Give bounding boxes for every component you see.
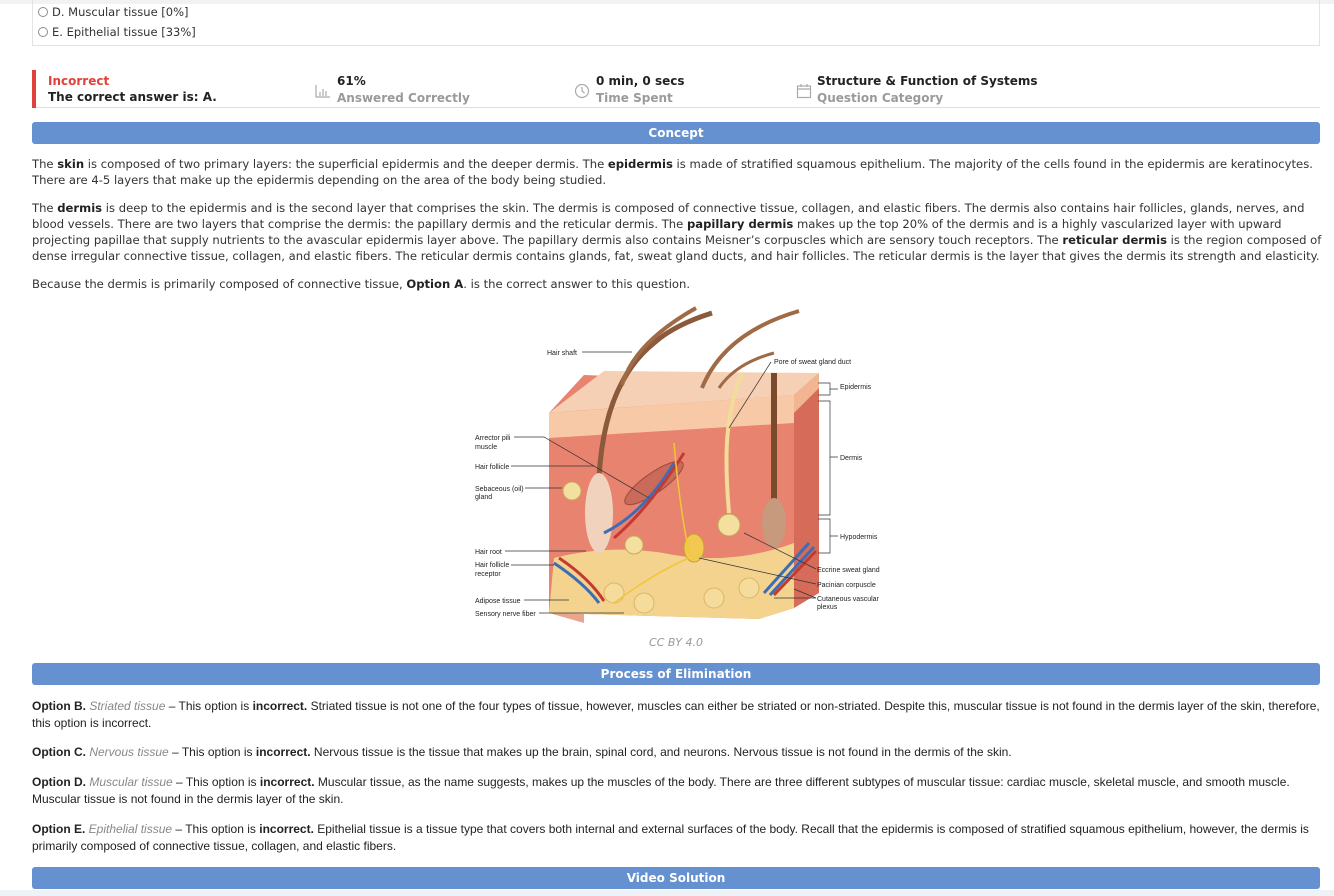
time-value: 0 min, 0 secs (596, 74, 685, 88)
option-prefix: – This option is (172, 822, 260, 836)
bold-term: epidermis (607, 157, 673, 171)
option-e[interactable] (38, 24, 196, 40)
label-pore: Pore of sweat gland duct (774, 359, 852, 366)
correct-answer: The correct answer is: A. (48, 90, 217, 104)
option-tissue: Striated tissue (89, 699, 166, 713)
bold-term: papillary dermis (686, 217, 794, 231)
option-explanation: Muscular tissue, as the name suggests, makes up the muscles of the body. There are three different subtypes of muscular tissue: cardiac muscle, skeletal muscle, and smooth muscle. Muscular tissue is not found in the dermis layer of the skin. (32, 775, 1290, 806)
label-adipose: Adipose tissue (475, 598, 521, 605)
option-label: D. Muscular tissue [0%] (52, 5, 189, 19)
label-sensory-nerve: Sensory nerve fiber (475, 611, 536, 618)
option-explanation: Striated tissue is not one of the four types of tissue, however, muscles can either be striated or non-striated. Despite this, muscular tissue is not found in the dermis layer of the skin, therefore, this option is incorrect. (32, 699, 1320, 730)
adipose-cell (634, 593, 654, 613)
time-spent-stat (596, 74, 685, 105)
option-explanation: Epithelial tissue is a tissue type that covers both internal and external surfaces of the body. Recall that the epidermis is composed of stratified squamous epithelium, however, the dermis is primarily composed of connective tissue, collagen, and elastic fibers. (32, 822, 1309, 853)
hair-follicle (762, 498, 786, 548)
label-hair-shaft: Hair shaft (547, 350, 577, 357)
result-status: Incorrect (48, 74, 110, 88)
elimination-option-d (32, 774, 1322, 808)
calendar-icon (796, 83, 812, 99)
category-stat (817, 74, 1038, 105)
result-summary (32, 70, 1320, 108)
concept-paragraph-2: The dermis is deep to the epidermis and is the second layer that comprises the skin. The dermis is composed of connective tissue, collagen, and elastic fibers. The dermis also contains hair follicles, glands, nerves, and blood vessels. There are two layers that comprise the dermis: the papillary dermis and the reticular dermis. The papillary dermis makes up the top 20% of the dermis and is a highly vascularized layer with upward projecting papillae that supply nutrients to the avascular epidermis layer above. The papillary dermis also contains Meisner’s corpuscles which are sensory touch receptors. The reticular dermis is the region composed of dense irregular connective tissue, collagen, and elastic fibers. The reticular dermis contains glands, fat, sweat gland ducts, and hair follicles. The reticular dermis is the layer that gives the dermis its strength and elasticity. (32, 201, 1322, 263)
label-epidermis: Epidermis (840, 384, 872, 391)
label-hair-follicle-receptor: Hair follicle (475, 562, 510, 569)
percent-label: Answered Correctly (337, 91, 470, 105)
concept-header: Concept (32, 122, 1320, 144)
label-pacinian: Pacinian corpuscle (817, 582, 876, 589)
radio-icon[interactable] (38, 27, 48, 37)
adipose-cell (604, 583, 624, 603)
skin-diagram (474, 303, 884, 623)
concept-paragraph-1: The skin is composed of two primary layers: the superficial epidermis and the deeper dermis. The epidermis is made of stratified squamous epithelium. The majority of the cells found in the epidermis are keratinocytes. There are 4-5 layers that make up the epidermis depending on the area of the body being studied. (32, 157, 1313, 187)
elimination-option-e (32, 821, 1322, 855)
incorrect-indicator (32, 70, 36, 108)
bold-term: dermis (57, 201, 103, 215)
answer-options (32, 0, 1320, 46)
time-label: Time Spent (596, 91, 673, 105)
option-prefix: – This option is (172, 775, 260, 789)
bold-term: skin (57, 157, 85, 171)
eccrine-sweat-gland (718, 514, 740, 536)
category-value: Structure & Function of Systems (817, 74, 1038, 88)
radio-icon[interactable] (38, 7, 48, 17)
option-name: Option B. (32, 699, 86, 713)
option-name: Option C. (32, 745, 86, 759)
option-label: E. Epithelial tissue [33%] (52, 25, 196, 39)
answered-correctly-stat (337, 74, 470, 105)
pacinian-corpuscle (684, 534, 704, 562)
option-verdict: incorrect. (252, 699, 308, 713)
label-sebaceous: Sebaceous (oil) (475, 486, 524, 493)
option-name: Option E. (32, 822, 86, 836)
percent-value: 61% (337, 74, 366, 88)
video-solution-header[interactable]: Video Solution (32, 867, 1320, 889)
label-eccrine: Eccrine sweat gland (817, 567, 880, 574)
option-tissue: Nervous tissue (89, 745, 169, 759)
label-arrector-pili-2: muscle (475, 444, 498, 451)
gland (625, 536, 643, 554)
option-name: Option D. (32, 775, 86, 789)
bar-chart-icon (315, 83, 331, 99)
bold-term: reticular dermis (1062, 233, 1167, 247)
label-sebaceous-2: gland (475, 494, 493, 501)
elimination-header: Process of Elimination (32, 663, 1320, 685)
concept-paragraph-3: Because the dermis is primarily composed of connective tissue, Option A. is the correct answer to this question. (32, 277, 691, 291)
hair-follicle (585, 473, 613, 553)
option-d[interactable] (38, 4, 189, 20)
option-tissue: Epithelial tissue (88, 822, 173, 836)
bold-term: Option A (406, 277, 464, 291)
clock-icon (574, 83, 590, 99)
label-hair-root: Hair root (475, 549, 502, 556)
option-explanation: Nervous tissue is the tissue that makes up the brain, spinal cord, and neurons. Nervous tissue is not found in the dermis of the skin. (310, 745, 1012, 759)
figure-caption: CC BY 4.0 (649, 636, 703, 649)
label-dermis: Dermis (840, 455, 863, 462)
elimination-option-b (32, 698, 1322, 732)
option-prefix: – This option is (165, 699, 253, 713)
label-hypodermis: Hypodermis (840, 534, 878, 541)
label-arrector-pili: Arrector pili (475, 435, 511, 442)
label-hair-follicle-receptor-2: receptor (475, 571, 501, 578)
option-verdict: incorrect. (259, 822, 314, 836)
adipose-cell (739, 578, 759, 598)
adipose-cell (704, 588, 724, 608)
option-verdict: incorrect. (255, 745, 311, 759)
label-vascular-plexus-2: plexus (817, 604, 838, 611)
sebaceous-gland (563, 482, 581, 500)
option-tissue: Muscular tissue (89, 775, 173, 789)
label-vascular-plexus: Cutaneous vascular (817, 596, 879, 603)
elimination-option-c (32, 744, 1322, 761)
bottom-strip (0, 890, 1334, 896)
option-prefix: – This option is (168, 745, 256, 759)
label-hair-follicle: Hair follicle (475, 464, 510, 471)
category-label: Question Category (817, 91, 944, 105)
option-verdict: incorrect. (259, 775, 315, 789)
